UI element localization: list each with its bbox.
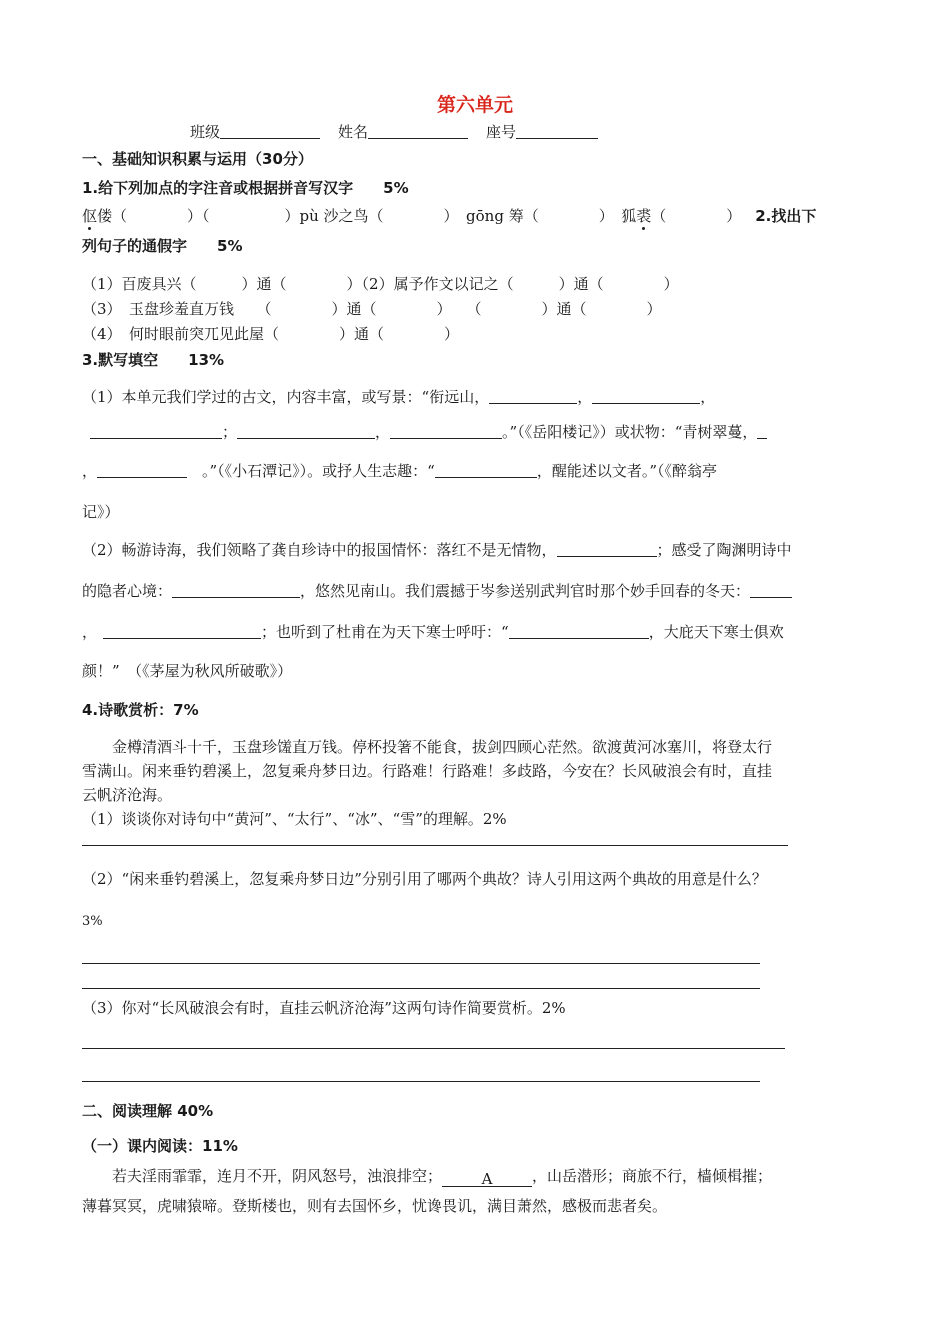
q3-text: 的隐者心境： <box>82 582 173 600</box>
answer-line[interactable] <box>82 1048 785 1049</box>
answer-line[interactable] <box>82 1081 760 1082</box>
q3-p1-line4: 记》） <box>82 503 120 521</box>
section-1-heading: 一、基础知识积累与运用（30分） <box>82 150 313 168</box>
q3-p1-line3 <box>82 461 717 481</box>
poem-line-2: 雪满山。闲来垂钓碧溪上，忽复乘舟梦日边。行路难！行路难！多歧路，今安在？长风破浪会有时，直挂 <box>82 762 773 780</box>
q4-sub1: （1）谈谈你对诗句中“黄河”、“太行”、“冰”、“雪”的理解。2% <box>82 810 507 828</box>
seat-blank[interactable] <box>516 123 598 139</box>
reading-text-line-1 <box>82 1166 772 1187</box>
student-info-line <box>190 122 598 142</box>
fill-blank[interactable] <box>237 423 375 439</box>
q3-text: ， <box>375 423 391 441</box>
q2-line-2: （3） 玉盘珍羞直万钱 （ ）通（ ） （ ）通（ ） <box>82 300 662 318</box>
q3-p2-line2 <box>82 581 792 601</box>
q3-text: ， <box>82 623 98 641</box>
q3-text: ，大庇天下寒士俱欢 <box>648 623 784 641</box>
q3-text: ；也听到了杜甫在为天下寒士呼吁：“ <box>261 623 509 641</box>
q3-text: ，醒能述以文者。”（《醉翁亭 <box>536 462 718 480</box>
q4-sub2: （2）“闲来垂钓碧溪上，忽复乘舟梦日边”分别引用了哪两个典故？诗人引用这两个典故的用意是什么？ <box>82 870 767 888</box>
q3-p2-line1 <box>82 540 792 560</box>
q3-text: ， <box>700 388 716 406</box>
fill-blank[interactable] <box>750 582 792 598</box>
q3-text: ， <box>577 388 593 406</box>
q3-text: ， <box>82 462 98 480</box>
fill-blank[interactable] <box>103 623 261 639</box>
poem-line-3: 云帆济沧海。 <box>82 786 173 804</box>
q3-title: 3.默写填空 13% <box>82 351 225 369</box>
q3-p1-line1 <box>82 387 715 407</box>
q1-items-line <box>82 206 816 226</box>
reading-text: ，山岳潜形；商旅不行，樯倾楫摧； <box>532 1167 773 1185</box>
q2-title-cont: 列句子的通假字 5% <box>82 237 243 255</box>
q3-text: （2）畅游诗海，我们领略了龚自珍诗中的报国情怀：落红不是无情物， <box>82 541 557 559</box>
reading-part-1-title: （一）课内阅读：11% <box>82 1137 238 1155</box>
q1-title: 1.给下列加点的字注音或根据拼音写汉字 5% <box>82 179 409 197</box>
q4-title: 4.诗歌赏析：7% <box>82 701 199 719</box>
poem-line-1: 金樽清酒斗十千，玉盘珍馐直万钱。停杯投箸不能食，拔剑四顾心茫然。欲渡黄河冰塞川，将登太行 <box>82 738 773 756</box>
answer-line[interactable] <box>82 845 788 846</box>
blank-a[interactable] <box>442 1169 532 1187</box>
fill-blank[interactable] <box>509 623 649 639</box>
blank-a-label: A <box>481 1170 493 1188</box>
name-label: 姓名 <box>338 123 369 141</box>
seat-label: 座号 <box>486 123 517 141</box>
q3-text: ，悠然见南山。我们震撼于岑参送别武判官时那个妙手回春的冬天： <box>300 582 751 600</box>
dotted-char: 裘 <box>636 207 652 225</box>
q3-text: 。”（《小石潭记》）。或抒人生志趣：“ <box>187 462 435 480</box>
fill-blank[interactable] <box>557 541 657 557</box>
fill-blank[interactable] <box>172 582 300 598</box>
fill-blank[interactable] <box>97 462 187 478</box>
q3-text: ； <box>222 423 238 441</box>
q4-sub3: （3）你对“长风破浪会有时，直挂云帆济沧海”这两句诗作简要赏析。2% <box>82 999 566 1017</box>
fill-blank[interactable] <box>435 462 537 478</box>
q1-items-text: 偻（ ）（ ）pù 沙之鸟（ ） gōng 筹（ ） 狐 <box>97 207 637 225</box>
answer-line[interactable] <box>82 988 760 989</box>
unit-title: 第六单元 <box>436 94 513 116</box>
q2-title-start: 2.找出下 <box>755 207 817 225</box>
q2-line-1: （1）百废具兴（ ）通（ ）（2）属予作文以记之（ ）通（ ） <box>82 275 679 293</box>
dotted-char: 伛 <box>82 207 98 225</box>
reading-text-line-2: 薄暮冥冥，虎啸猿啼。登斯楼也，则有去国怀乡，忧谗畏讥，满目萧然，感极而悲者矣。 <box>82 1197 668 1215</box>
fill-blank[interactable] <box>592 388 700 404</box>
answer-line[interactable] <box>82 963 760 964</box>
q1-items-text-end: （ ） <box>651 207 742 225</box>
fill-blank[interactable] <box>757 423 767 439</box>
q3-text: ；感受了陶渊明诗中 <box>656 541 792 559</box>
fill-blank[interactable] <box>390 423 502 439</box>
fill-blank[interactable] <box>489 388 577 404</box>
q4-sub2-points: 3% <box>82 914 103 929</box>
class-blank[interactable] <box>220 123 320 139</box>
q3-p1-line2 <box>90 422 767 442</box>
q3-text: 。”（《岳阳楼记》）或状物：“青树翠蔓， <box>502 423 758 441</box>
q3-text: （1）本单元我们学过的古文，内容丰富，或写景：“衔远山， <box>82 388 490 406</box>
reading-text: 若夫淫雨霏霏，连月不开，阴风怒号，浊浪排空； <box>82 1167 443 1185</box>
class-label: 班级 <box>190 123 221 141</box>
section-2-heading: 二、阅读理解 40% <box>82 1102 214 1120</box>
fill-blank[interactable] <box>90 423 222 439</box>
q2-line-3: （4） 何时眼前突兀见此屋（ ）通（ ） <box>82 325 460 343</box>
name-blank[interactable] <box>368 123 468 139</box>
q3-p2-line4: 颜！” （《茅屋为秋风所破歌》） <box>82 662 293 680</box>
q3-p2-line3 <box>82 622 784 642</box>
